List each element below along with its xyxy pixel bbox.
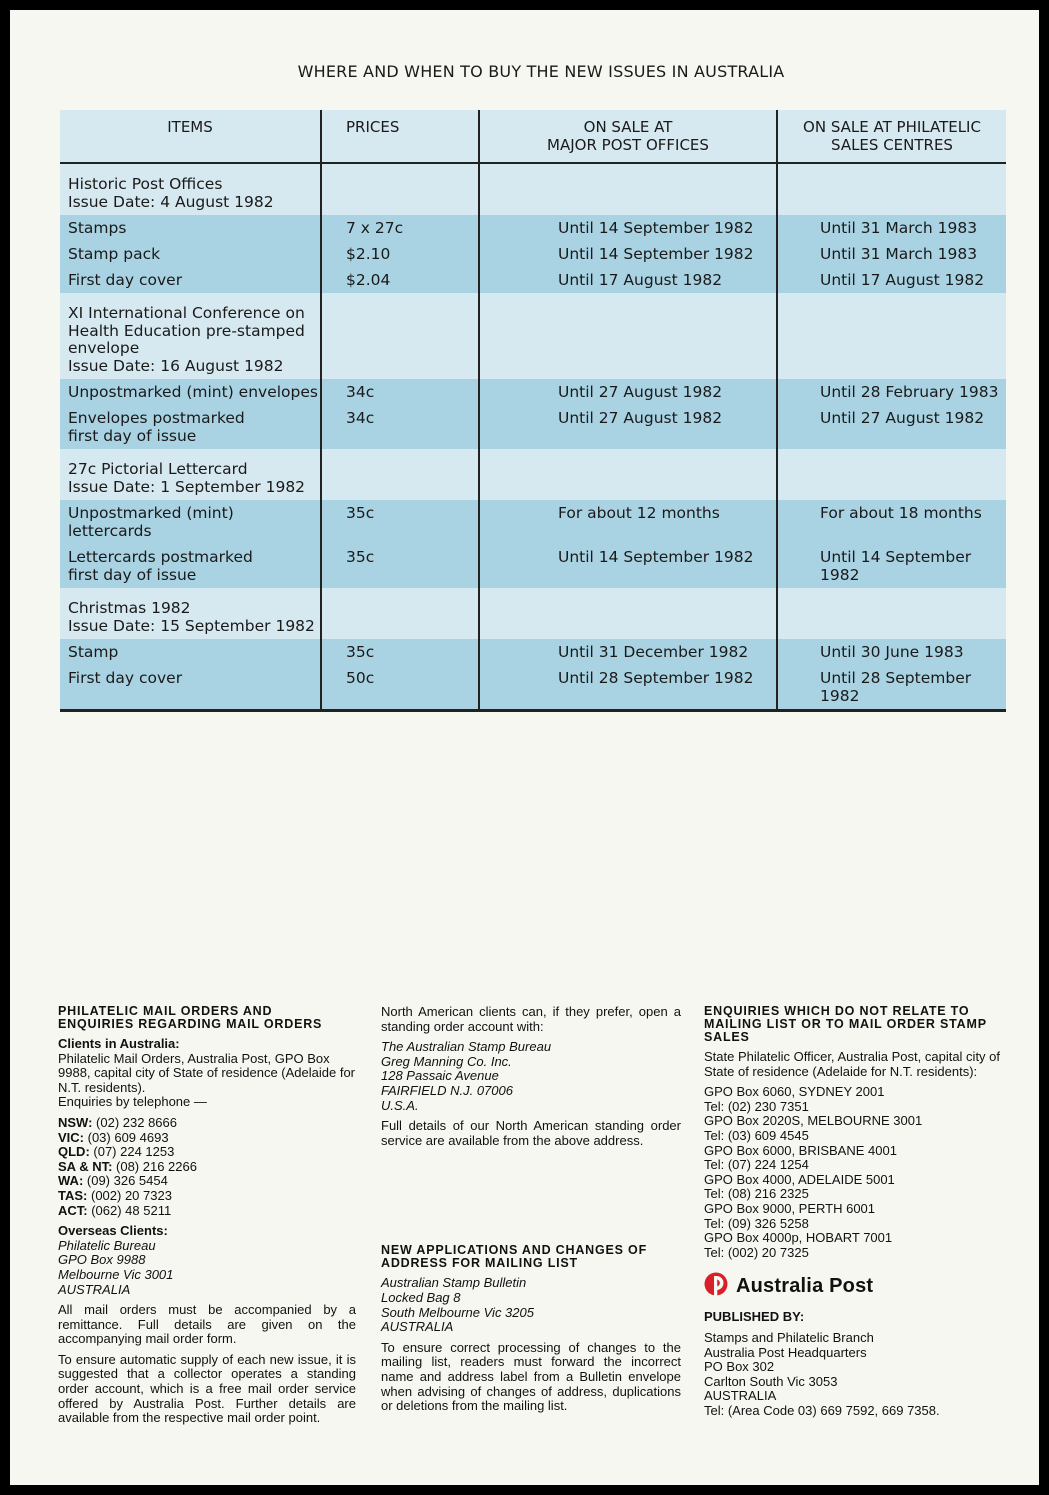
item-name-line: Stamps [68, 219, 127, 237]
section-title-line: Historic Post Offices [68, 175, 223, 193]
office-line: Tel: (002) 20 7325 [704, 1244, 809, 1260]
section-title-line: Issue Date: 15 September 1982 [68, 616, 315, 635]
australia-post-logo-icon [704, 1272, 728, 1300]
major-post-office-date: Until 14 September 1982 [480, 544, 778, 588]
enquiries-heading-3: SALES [704, 1030, 750, 1044]
phone-line [58, 1131, 356, 1146]
office-line: Tel: (07) 224 1254 [704, 1157, 809, 1173]
enquiries-heading-1: ENQUIRIES WHICH DO NOT RELATE TO [704, 1004, 970, 1018]
phone-number: (07) 224 1253 [89, 1144, 175, 1160]
item-name-line: First day cover [68, 271, 183, 289]
item-name-line: Stamp [68, 643, 119, 661]
office-line: GPO Box 4000, ADELAIDE 5001 [704, 1171, 895, 1187]
section-title [60, 449, 322, 500]
office-line: Tel: (02) 230 7351 [704, 1098, 809, 1114]
office-line: GPO Box 6060, SYDNEY 2001 [704, 1084, 885, 1100]
enquiries-column [704, 1005, 1009, 1418]
header-prices: PRICES [322, 110, 480, 162]
phone-line [58, 1174, 356, 1189]
major-post-office-date: Until 28 September 1982 [480, 665, 778, 709]
item-price: 35c [322, 500, 480, 544]
phone-line [58, 1189, 356, 1204]
section-title [60, 293, 322, 379]
philatelic-centre-date: Until 28 September 1982 [820, 669, 972, 705]
item-price: 7 x 27c [322, 215, 480, 241]
publisher-line: Stamps and Philatelic Branch [704, 1329, 874, 1345]
section-row [60, 293, 1006, 379]
philatelic-centre-date: Until 28 February 1983 [820, 383, 999, 401]
phone-line [58, 1116, 356, 1131]
mail-orders-heading-1: PHILATELIC MAIL ORDERS AND [58, 1004, 273, 1018]
item-name-line: Unpostmarked (mint) envelopes [68, 383, 318, 401]
table-row [60, 379, 1006, 405]
na-addr-4: U.S.A. [381, 1097, 419, 1113]
philatelic-centre-date: For about 18 months [820, 504, 982, 522]
item-name [60, 639, 322, 665]
item-price: 35c [322, 544, 480, 588]
item-name-line: Stamp pack [68, 245, 161, 263]
publisher-line: Tel: (Area Code 03) 669 7592, 669 7358. [704, 1402, 940, 1418]
philatelic-centre-date: Until 31 March 1983 [820, 219, 978, 237]
phone-state: VIC: [58, 1129, 84, 1145]
section-title-line: Health Education pre-stamped [68, 321, 305, 340]
item-name [60, 500, 322, 544]
australia-post-logo [704, 1272, 1009, 1300]
office-line: Tel: (03) 609 4545 [704, 1127, 809, 1143]
bulletin-addr-0: Australian Stamp Bulletin [381, 1275, 527, 1291]
overseas-addr-2: Melbourne Vic 3001 [58, 1266, 174, 1282]
table-row [60, 639, 1006, 665]
office-line: GPO Box 9000, PERTH 6001 [704, 1200, 876, 1216]
mailing-list-heading-1: NEW APPLICATIONS AND CHANGES OF [381, 1243, 648, 1258]
phone-line [58, 1204, 356, 1219]
table-row [60, 665, 1006, 709]
clients-au-label: Clients in Australia: [58, 1036, 180, 1051]
section-row [60, 588, 1006, 639]
item-price: $2.04 [322, 267, 480, 293]
major-post-office-date: Until 31 December 1982 [480, 639, 778, 665]
publisher-line: Carlton South Vic 3053 [704, 1373, 838, 1389]
section-title [60, 588, 322, 639]
na-addr-2: 128 Passaic Avenue [381, 1068, 499, 1084]
header-major-line2: MAJOR POST OFFICES [547, 136, 709, 154]
section-title-line: Issue Date: 1 September 1982 [68, 477, 306, 496]
philatelic-centre-date: Until 17 August 1982 [820, 271, 985, 289]
page-title: WHERE AND WHEN TO BUY THE NEW ISSUES IN AUSTRALIA [297, 62, 785, 81]
item-name [60, 215, 322, 241]
major-post-office-date: Until 14 September 1982 [480, 215, 778, 241]
item-name [60, 267, 322, 293]
philatelic-centre-date: Until 27 August 1982 [820, 409, 985, 427]
australia-post-logo-text: Australia Post [736, 1275, 874, 1298]
phone-state: QLD: [58, 1144, 90, 1160]
major-post-office-date: Until 27 August 1982 [480, 405, 778, 449]
item-price: 34c [322, 405, 480, 449]
item-name-line: first day of issue [68, 427, 197, 445]
enquiries-heading-2: MAILING LIST OR TO MAIL ORDER STAMP [704, 1017, 987, 1031]
office-line: Tel: (09) 326 5258 [704, 1215, 809, 1231]
mailing-list-paragraph: To ensure correct processing of changes to the mailing list, readers must forward the incorrect name and address label from a Bulletin envelope when advising of changes of address, duplications or deletions from the mailing list. [381, 1339, 681, 1414]
overseas-addr-1: GPO Box 9988 [58, 1252, 146, 1268]
north-america-column [381, 1005, 681, 1414]
item-price: 35c [322, 639, 480, 665]
header-items: ITEMS [60, 110, 322, 162]
item-price: $2.10 [322, 241, 480, 267]
table-row [60, 267, 1006, 293]
section-title [60, 164, 322, 215]
table-header [60, 110, 1006, 164]
na-addr-3: FAIRFIELD N.J. 07006 [381, 1082, 513, 1098]
table-row [60, 241, 1006, 267]
table-body [60, 164, 1006, 709]
header-philatelic [778, 110, 1006, 162]
phone-number: (002) 20 7323 [87, 1187, 172, 1203]
table-bottom-rule [60, 709, 1006, 712]
page [10, 10, 1039, 1485]
mailing-list-heading-2: ADDRESS FOR MAILING LIST [381, 1256, 578, 1271]
major-post-office-date: Until 17 August 1982 [480, 267, 778, 293]
phone-number: (02) 232 8666 [92, 1114, 178, 1130]
phone-state: TAS: [58, 1187, 88, 1203]
header-phil-line1: ON SALE AT PHILATELIC [803, 118, 981, 136]
na-addr-0: The Australian Stamp Bureau [381, 1039, 552, 1055]
item-name-line: Unpostmarked (mint) lettercards [68, 504, 234, 540]
item-name [60, 379, 322, 405]
major-post-office-date: Until 14 September 1982 [480, 241, 778, 267]
bulletin-addr-1: Locked Bag 8 [381, 1289, 461, 1305]
item-name-line: first day of issue [68, 566, 197, 584]
section-title-line: envelope [68, 339, 140, 357]
header-major [480, 110, 778, 162]
item-name [60, 544, 322, 588]
table-row [60, 544, 1006, 588]
phone-line [58, 1145, 356, 1160]
phone-state: SA & NT: [58, 1158, 113, 1174]
item-name-line: Lettercards postmarked [68, 548, 253, 566]
section-title-line: Issue Date: 16 August 1982 [68, 356, 284, 375]
office-line: Tel: (08) 216 2325 [704, 1186, 809, 1202]
publisher-details [704, 1331, 1009, 1419]
mail-orders-column [58, 1005, 356, 1426]
phone-number: (08) 216 2266 [112, 1158, 197, 1174]
published-by-label: PUBLISHED BY: [704, 1309, 805, 1325]
office-line: GPO Box 2020S, MELBOURNE 3001 [704, 1113, 923, 1129]
publisher-line: AUSTRALIA [704, 1388, 777, 1404]
phone-number: (062) 48 5211 [87, 1202, 172, 1218]
section-row [60, 164, 1006, 215]
section-title-line: Christmas 1982 [68, 599, 191, 617]
section-title-line: 27c Pictorial Lettercard [68, 460, 248, 478]
philatelic-centre-date: Until 14 September 1982 [820, 548, 972, 584]
overseas-addr-3: AUSTRALIA [58, 1281, 131, 1297]
north-america-intro: North American clients can, if they prefer, open a standing order account with: [381, 1004, 681, 1034]
enquiries-intro: State Philatelic Officer, Australia Post, capital city of State of residence (Adelaide for N.T. residents): [704, 1049, 1001, 1079]
purchase-table [60, 110, 1006, 712]
phone-number: (09) 326 5454 [83, 1173, 168, 1189]
publisher-line: PO Box 302 [704, 1359, 775, 1375]
bulletin-addr-3: AUSTRALIA [381, 1319, 454, 1335]
phone-state: NSW: [58, 1114, 93, 1130]
major-post-office-date: For about 12 months [480, 500, 778, 544]
phone-line [58, 1160, 356, 1175]
item-price: 34c [322, 379, 480, 405]
na-addr-1: Greg Manning Co. Inc. [381, 1053, 512, 1069]
item-name [60, 241, 322, 267]
section-title-line: Issue Date: 4 August 1982 [68, 192, 274, 211]
phone-list [58, 1116, 356, 1218]
remittance-paragraph: All mail orders must be accompanied by a remittance. Full details are given on the accompanying mail order form. [58, 1302, 356, 1347]
overseas-label: Overseas Clients: [58, 1223, 168, 1239]
major-post-office-date: Until 27 August 1982 [480, 379, 778, 405]
philatelic-centre-date: Until 31 March 1983 [820, 245, 978, 263]
header-major-line1: ON SALE AT [583, 118, 673, 136]
section-title-line: XI International Conference on [68, 304, 305, 322]
na-details-paragraph: Full details of our North American standing order service are available from the above address. [381, 1118, 681, 1148]
table-row [60, 500, 1006, 544]
section-row [60, 449, 1006, 500]
header-phil-line2: SALES CENTRES [831, 136, 953, 154]
office-list [704, 1085, 1009, 1260]
table-row [60, 405, 1006, 449]
clients-au-text: Philatelic Mail Orders, Australia Post, GPO Box 9988, capital city of State of residence (Adelaide for N.T. residents). [58, 1050, 356, 1095]
office-line: GPO Box 6000, BRISBANE 4001 [704, 1142, 897, 1158]
item-price: 50c [322, 665, 480, 709]
item-name [60, 665, 322, 709]
item-name-line: First day cover [68, 669, 183, 687]
bulletin-addr-2: South Melbourne Vic 3205 [381, 1304, 534, 1320]
standing-order-paragraph: To ensure automatic supply of each new issue, it is suggested that a collector operates a standing order account, which is a free mail order service offered by Australia Post. Further details are available from the respective mail order point. [58, 1351, 356, 1426]
phone-state: WA: [58, 1173, 84, 1189]
mail-orders-heading-2: ENQUIRIES REGARDING MAIL ORDERS [58, 1017, 323, 1031]
office-line: GPO Box 4000p, HOBART 7001 [704, 1230, 893, 1246]
overseas-addr-0: Philatelic Bureau [58, 1237, 156, 1253]
table-row [60, 215, 1006, 241]
item-name [60, 405, 322, 449]
philatelic-centre-date: Until 30 June 1983 [820, 643, 964, 661]
phone-state: ACT: [58, 1202, 88, 1218]
publisher-line: Australia Post Headquarters [704, 1344, 867, 1360]
phone-number: (03) 609 4693 [84, 1129, 169, 1145]
item-name-line: Envelopes postmarked [68, 409, 245, 427]
phone-intro: Enquiries by telephone — [58, 1094, 207, 1110]
